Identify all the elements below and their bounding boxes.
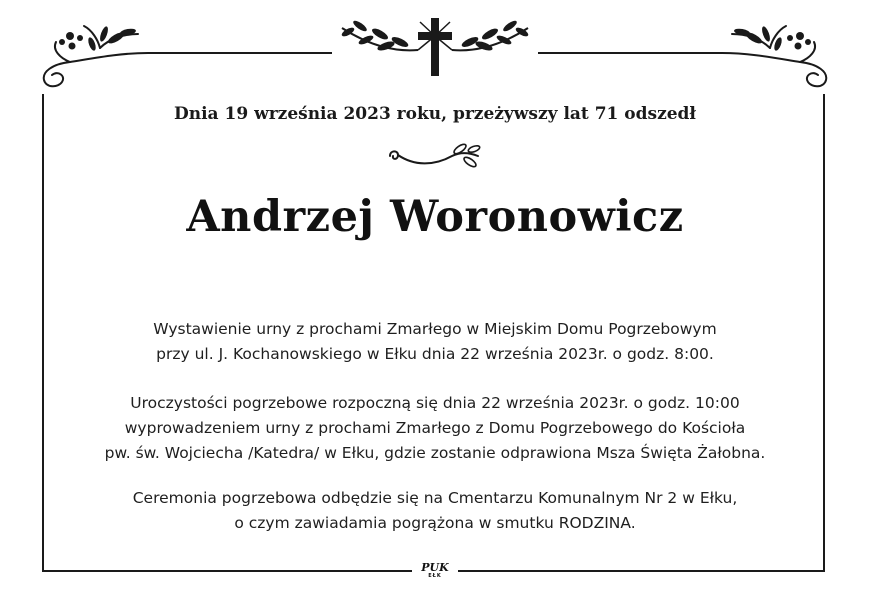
paragraph-funeral-ceremony <box>0 391 870 466</box>
paragraph-line: wyprowadzeniem urny z prochami Zmarłego z Domu Pogrzebowego do Kościoła <box>124 419 746 437</box>
frame-bottom-border-left <box>42 570 412 572</box>
frame-bottom-border-right <box>458 570 825 572</box>
floral-swirl-icon <box>44 26 148 86</box>
leaf-flourish-icon <box>384 140 484 174</box>
logo-main-text: PUK <box>421 561 449 574</box>
paragraph-urn-viewing <box>0 317 870 367</box>
paragraph-line: Wystawienie urny z prochami Zmarłego w Miejskim Domu Pogrzebowym <box>153 320 717 338</box>
cross-with-laurel-icon <box>340 18 529 76</box>
logo-sub-text: EŁK <box>428 573 442 579</box>
paragraph-line: Uroczystości pogrzebowe rozpoczną się dnia 22 września 2023r. o godz. 10:00 <box>130 394 740 412</box>
paragraph-line: o czym zawiadamia pogrążona w smutku RODZINA. <box>234 514 636 532</box>
top-ornament <box>0 0 870 100</box>
death-date-header: Dnia 19 września 2023 roku, przeżywszy lat 71 odszedł <box>174 104 696 124</box>
paragraph-line: Ceremonia pogrzebowa odbędzie się na Cmentarzu Komunalnym Nr 2 w Ełku, <box>132 489 738 507</box>
deceased-name: Andrzej Woronowicz <box>186 192 684 242</box>
puk-logo <box>414 562 456 584</box>
paragraph-burial <box>0 486 870 536</box>
paragraph-line: przy ul. J. Kochanowskiego w Ełku dnia 22 września 2023r. o godz. 8:00. <box>156 345 714 363</box>
paragraph-line: pw. św. Wojciecha /Katedra/ w Ełku, gdzie zostanie odprawiona Msza Święta Żałobna. <box>104 444 766 462</box>
